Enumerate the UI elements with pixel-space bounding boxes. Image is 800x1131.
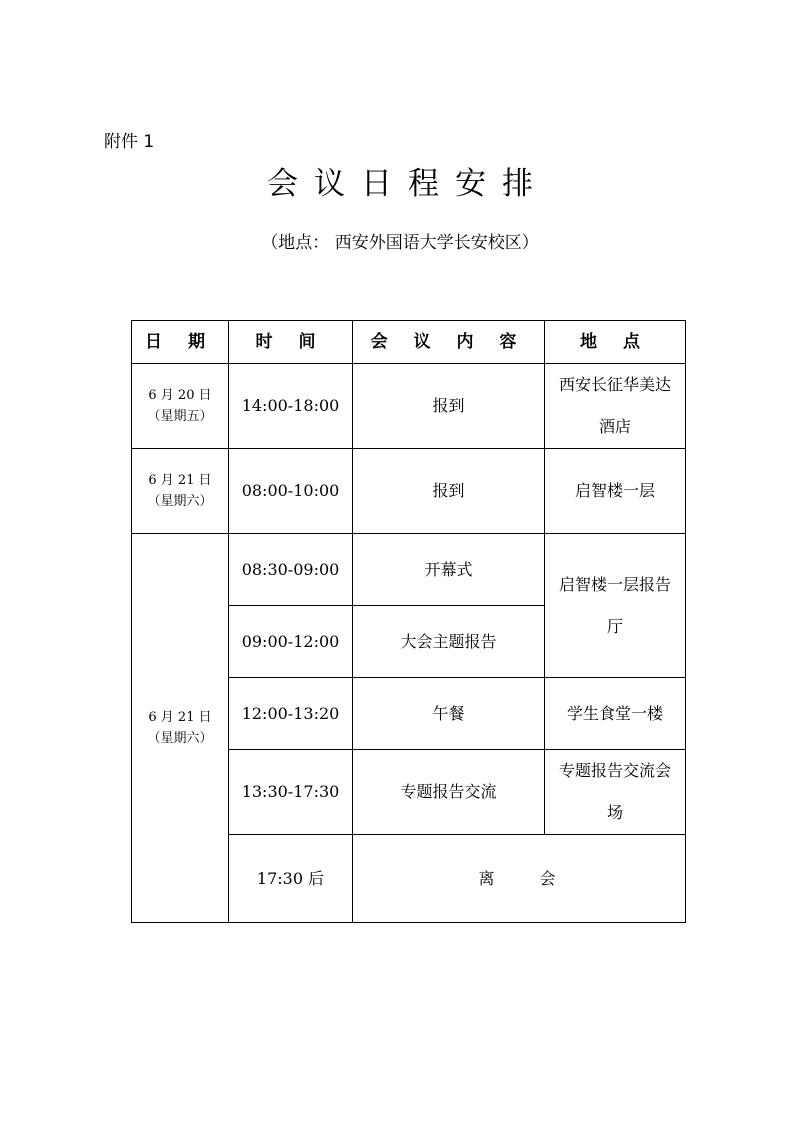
schedule-table [131, 320, 686, 923]
content-cell: 离 会 [353, 835, 686, 923]
content-cell: 专题报告交流 [353, 750, 545, 835]
location-line: （地点： 西安外国语大学长安校区） [261, 233, 539, 253]
date-cell [132, 534, 229, 923]
table-header-row [132, 321, 686, 364]
content-cell: 报到 [353, 364, 545, 449]
content-cell: 报到 [353, 449, 545, 534]
date-text: 6 月 21 日 [148, 710, 212, 725]
venue-cell: 学生食堂一楼 [545, 678, 686, 750]
time-cell: 17:30 后 [229, 835, 353, 923]
content-cell: 开幕式 [353, 534, 545, 606]
venue-cell: 启智楼一层 [545, 449, 686, 534]
venue-cell: 启智楼一层报告厅 [545, 534, 686, 678]
table-row [132, 449, 686, 534]
time-cell: 08:00-10:00 [229, 449, 353, 534]
attachment-label: 附件 1 [104, 132, 155, 152]
header-venue: 地 点 [545, 321, 686, 364]
venue-cell: 西安长征华美达酒店 [545, 364, 686, 449]
venue-cell: 专题报告交流会场 [545, 750, 686, 835]
time-cell: 09:00-12:00 [229, 606, 353, 678]
date-text: 6 月 20 日 [148, 388, 212, 403]
document-title: 会议日程安排 [267, 166, 549, 202]
date-cell [132, 364, 229, 449]
date-cell [132, 449, 229, 534]
weekday-text: （星期五） [147, 409, 213, 424]
weekday-text: （星期六） [147, 494, 213, 509]
time-cell: 08:30-09:00 [229, 534, 353, 606]
table-row [132, 534, 686, 606]
header-content: 会 议 内 容 [353, 321, 545, 364]
table-row [132, 364, 686, 449]
time-cell: 14:00-18:00 [229, 364, 353, 449]
content-cell: 午餐 [353, 678, 545, 750]
time-cell: 13:30-17:30 [229, 750, 353, 835]
header-date: 日 期 [132, 321, 229, 364]
weekday-text: （星期六） [147, 731, 213, 746]
date-text: 6 月 21 日 [148, 473, 212, 488]
header-time: 时 间 [229, 321, 353, 364]
time-cell: 12:00-13:20 [229, 678, 353, 750]
content-cell: 大会主题报告 [353, 606, 545, 678]
